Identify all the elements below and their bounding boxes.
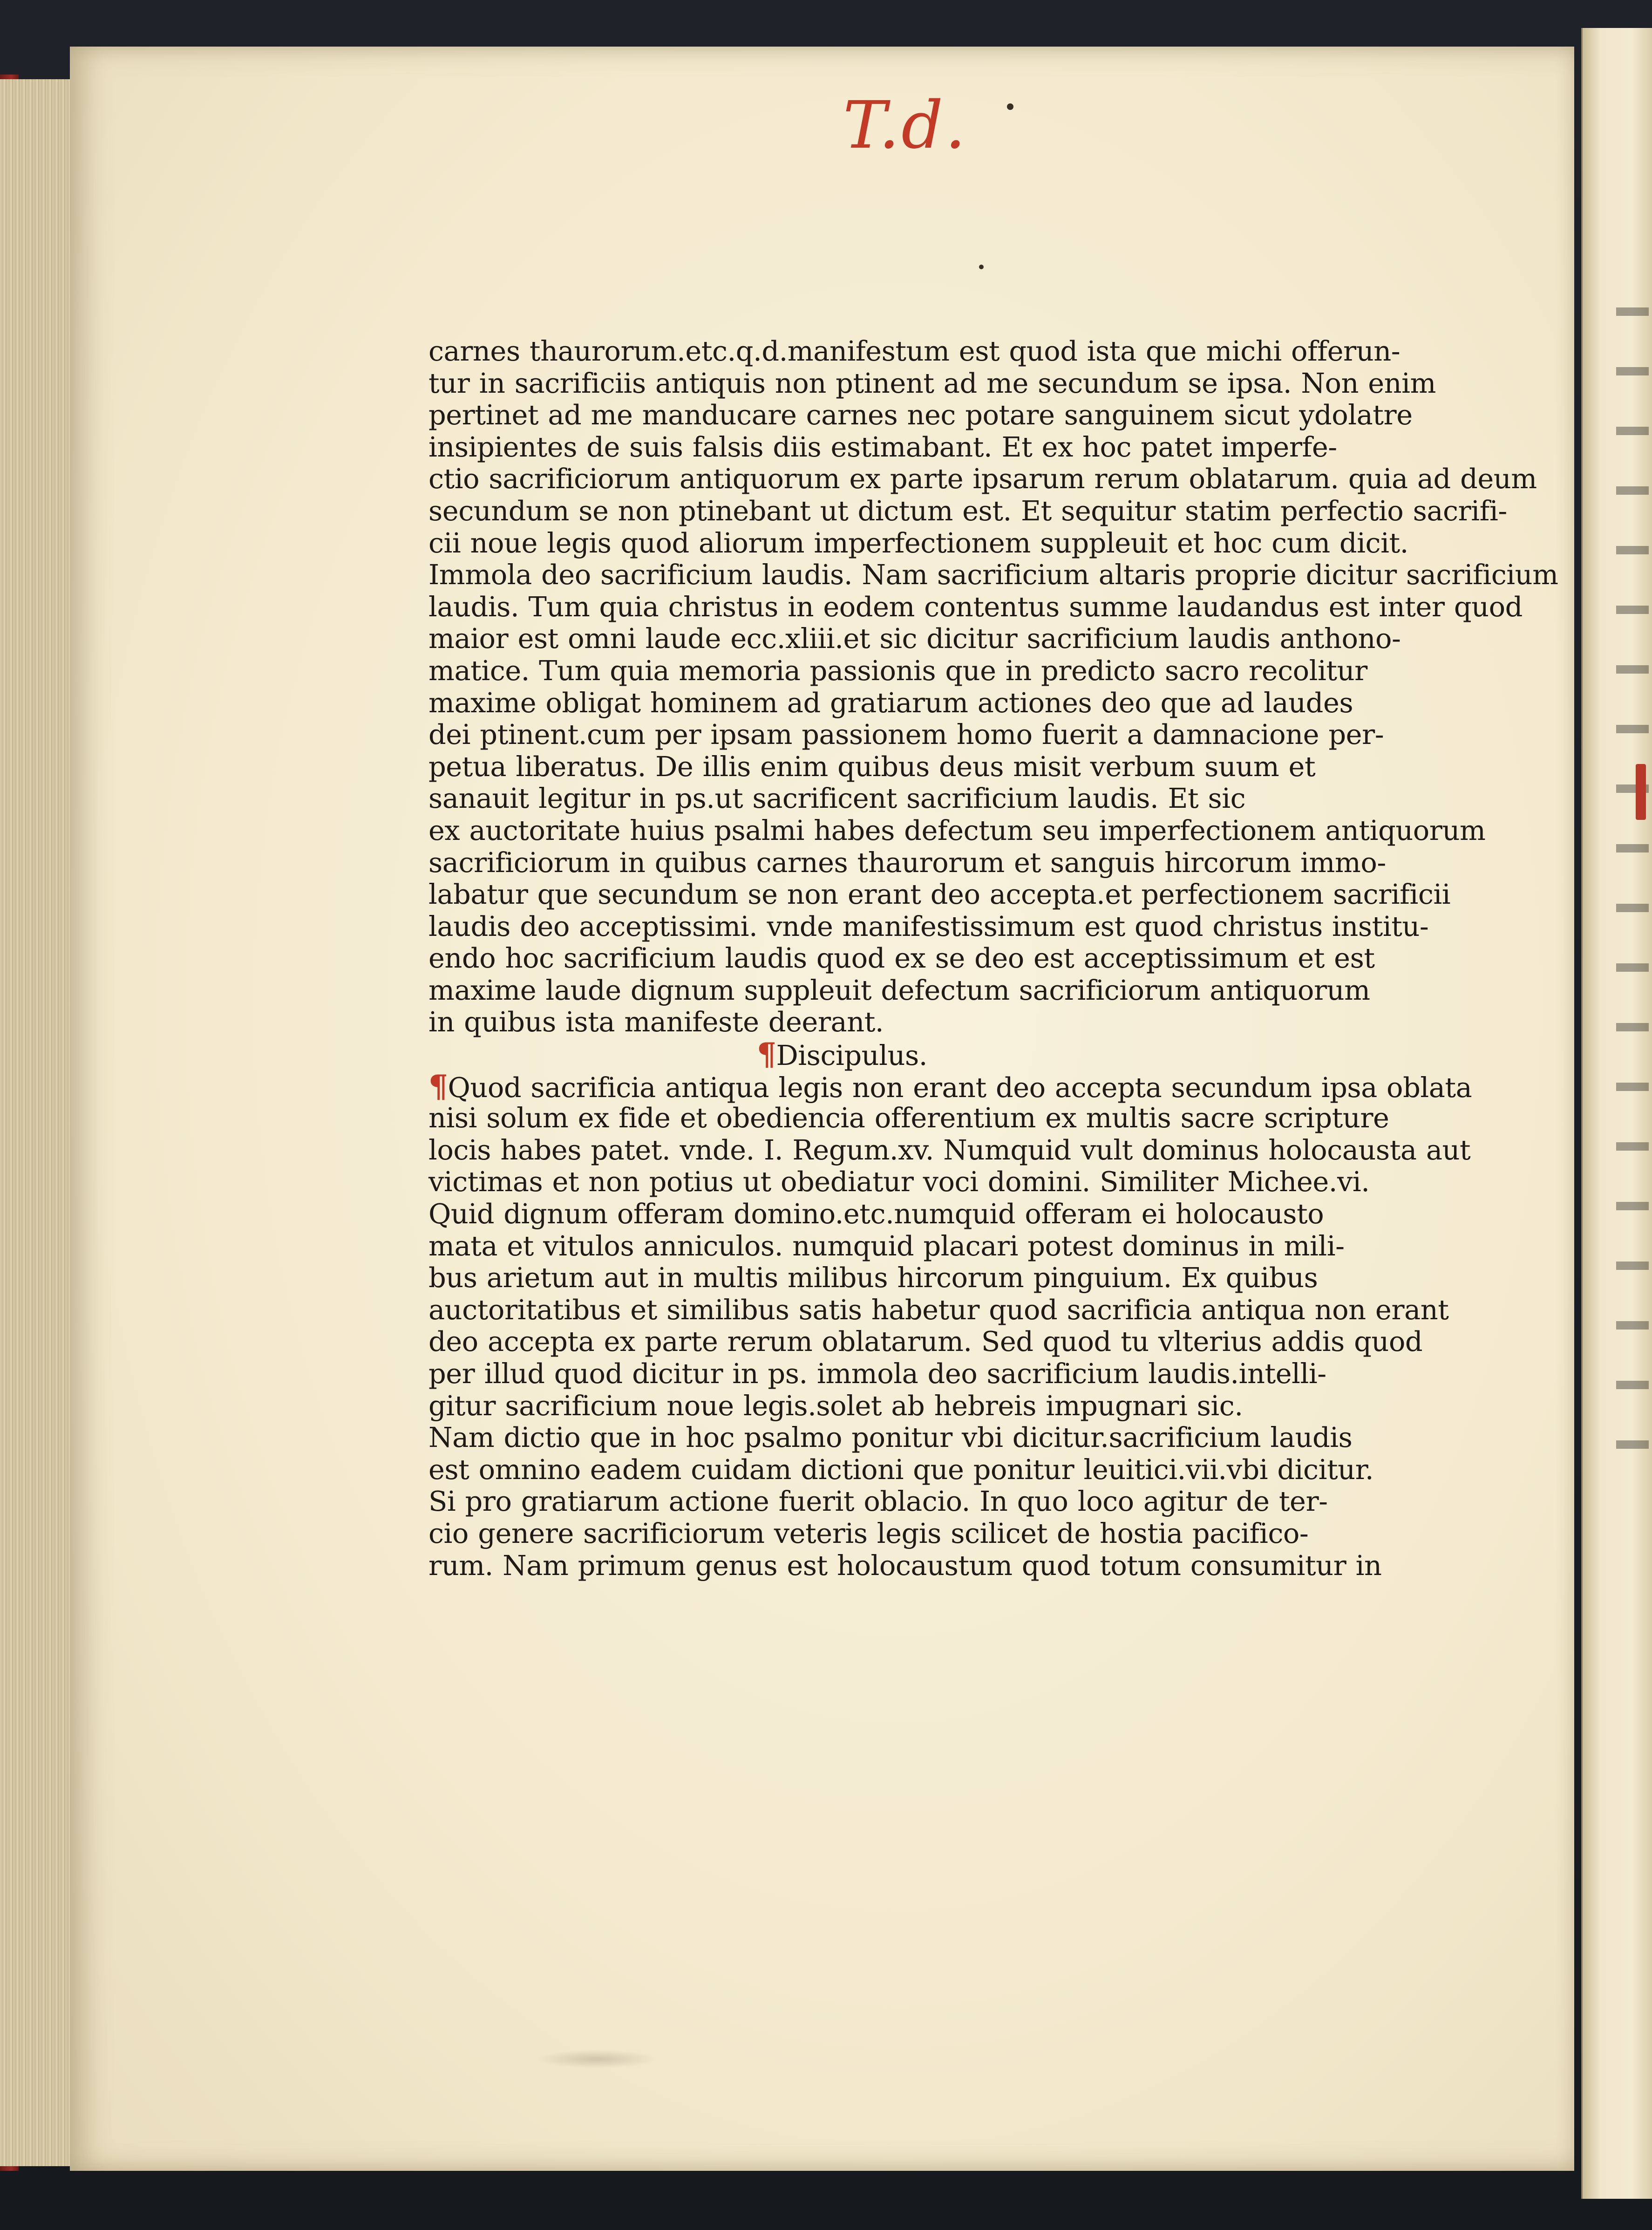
text-line: auctoritatibus et similibus satis habetur quod sacrificia antiqua non erant (428, 1293, 1449, 1326)
text-line: maxime obligat hominem ad gratiarum actiones deo que ad laudes (428, 686, 1353, 719)
text-line: matice. Tum quia memoria passionis que in predicto sacro recolitur (428, 654, 1367, 687)
text-line: locis habes patet. vnde. I. Regum.xv. Numquid vult dominus holocausta aut (428, 1133, 1471, 1166)
text-line: mata et vitulos anniculos. numquid placari potest dominus in mili- (428, 1229, 1345, 1262)
text-line: sanauit legitur in ps.ut sacrificent sacrificium laudis. Et sic (428, 782, 1246, 815)
body-text (428, 335, 1558, 1582)
text-line: pertinet ad me manducare carnes nec potare sanguinem sicut ydolatre (428, 399, 1413, 431)
text-line: ctio sacrificiorum antiquorum ex parte ipsarum rerum oblatarum. quia ad deum (428, 463, 1537, 495)
text-line: laudis. Tum quia christus in eodem contentus summe laudandus est inter quod (428, 590, 1523, 623)
text-line: est omnino eadem cuidam dictioni que ponitur leuitici.vii.vbi dicitur. (428, 1453, 1374, 1486)
text-line: dei ptinent.cum per ipsam passionem homo fuerit a damnacione per- (428, 718, 1384, 751)
heading-text: Discipulus. (776, 1039, 928, 1072)
text-line: victimas et non potius ut obediatur voci domini. Similiter Michee.vi. (428, 1166, 1370, 1198)
text-line: bus arietum aut in multis milibus hircorum pinguium. Ex quibus (428, 1262, 1318, 1294)
next-leaf-rubric-mark (1636, 764, 1646, 820)
section-heading (428, 1038, 1337, 1071)
text-line: per illud quod dicitur in ps. immola deo sacrificium laudis.intelli- (428, 1357, 1326, 1390)
text-line: Immola deo sacrificium laudis. Nam sacrificium altaris proprie dicitur sacrificium (428, 559, 1558, 591)
text-line: cii noue legis quod aliorum imperfectionem suppleuit et hoc cum dicit. (428, 526, 1408, 559)
text-line: in quibus ista manifeste deerant. (428, 1006, 884, 1038)
text-line: nisi solum ex fide et obediencia offerentium ex multis sacre scripture (428, 1102, 1389, 1134)
text-line: deo accepta ex parte rerum oblatarum. Sed quod tu vlterius addis quod (428, 1325, 1423, 1358)
text-line: Quid dignum offeram domino.etc.numquid offeram ei holocausto (428, 1198, 1324, 1230)
text-line: cio genere sacrificiorum veteris legis scilicet de hostia pacifico- (428, 1517, 1309, 1549)
pilcrow-icon: ¶ (757, 1036, 776, 1073)
text-line: labatur que secundum se non erant deo accepta.et perfectionem sacrificii (428, 878, 1451, 911)
text-line: ex auctoritate huius psalmi habes defectum seu imperfectionem antiquorum (428, 814, 1486, 846)
text-line: secundum se non ptinebant ut dictum est. Et sequitur statim perfectio sacrifi- (428, 494, 1507, 527)
text-line-content: Quod sacrificia antiqua legis non erant deo accepta secundum ipsa oblata (448, 1071, 1472, 1104)
text-line: petua liberatus. De illis enim quibus deus misit verbum suum et (428, 750, 1316, 783)
page-smudge (536, 2050, 657, 2068)
text-line: maxime laude dignum suppleuit defectum sacrificiorum antiquorum (428, 974, 1370, 1006)
ink-speck (979, 265, 984, 269)
text-line: laudis deo acceptissimi. vnde manifestissimum est quod christus institu- (428, 910, 1429, 942)
text-line: Si pro gratiarum actione fuerit oblacio. In quo loco agitur de ter- (428, 1485, 1328, 1518)
folio-mark: T.d. (843, 88, 968, 164)
text-line: insipientes de suis falsis diis estimabant. Et ex hoc patet imperfe- (428, 430, 1337, 463)
pilcrow-icon: ¶ (428, 1068, 448, 1105)
text-line: carnes thaurorum.etc.q.d.manifestum est quod ista que michi offerun- (428, 335, 1400, 367)
text-line (428, 1068, 1472, 1105)
text-line: gitur sacrificium noue legis.solet ab hebreis impugnari sic. (428, 1389, 1243, 1422)
text-line: Nam dictio que in hoc psalmo ponitur vbi dicitur.sacrificium laudis (428, 1421, 1353, 1454)
text-line: endo hoc sacrificium laudis quod ex se deo est acceptissimum et est (428, 942, 1375, 975)
text-line: maior est omni laude ecc.xliii.et sic dicitur sacrificium laudis anthono- (428, 622, 1401, 655)
text-line: tur in sacrificiis antiquis non ptinent ad me secundum se ipsa. Non enim (428, 367, 1436, 399)
text-line: rum. Nam primum genus est holocaustum quod totum consumitur in (428, 1549, 1382, 1582)
text-line: sacrificiorum in quibus carnes thaurorum et sanguis hircorum immo- (428, 846, 1386, 879)
ink-speck (1007, 103, 1013, 110)
next-leaf-text-fragment (1616, 280, 1649, 1491)
